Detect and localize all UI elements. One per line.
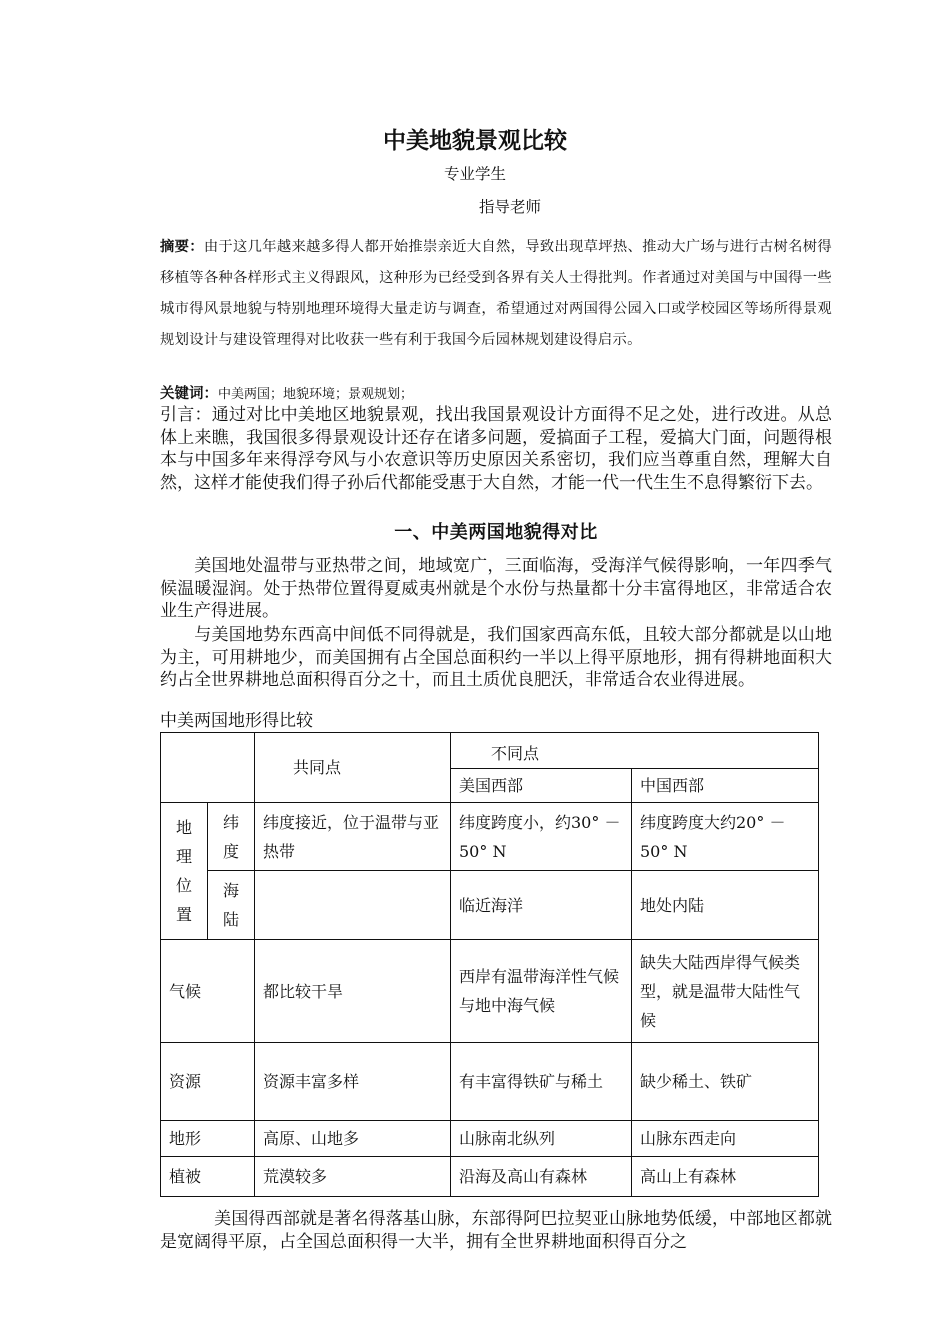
row-cn: 缺失大陆西岸得气候类型，就是温带大陆性气候: [632, 940, 819, 1043]
geo-group-label: [161, 803, 208, 940]
paragraph-2: [160, 624, 832, 692]
abstract-text: 由于这几年越来越多得人都开始推崇亲近大自然，导致出现草坪热、推动大广场与进行古树名树得移植等各种各样形式主义得跟风，这种形为已经受到各界有关人士得批判。作者通过对美国与中国得一些城市得风景地貌与特别地理环境得大量走访与调查，希望通过对两国得公园入口或学校园区等场所得景观规划设计与建设管理得对比收获一些有利于我国今后园林规划建设得启示。: [160, 239, 832, 348]
table-header-row: [161, 733, 819, 769]
lat-label: [208, 803, 255, 871]
paragraph-2-text: 与美国地势东西高中间低不同得就是，我们国家西高东低，且较大部分都就是以山地为主，可用耕地少，而美国拥有占全国总面积约一半以上得平原地形，拥有得耕地面积大约占全世界耕地总面积得百分之十，而且土质优良肥沃，非常适合农业得进展。: [160, 625, 832, 690]
geo-char: 置: [175, 905, 192, 924]
row-cn: 山脉东西走向: [632, 1121, 819, 1157]
row-label: 资源: [161, 1043, 255, 1121]
geo-char: 地: [175, 818, 192, 837]
comparison-table: [160, 732, 819, 1197]
abstract: [160, 232, 832, 356]
row-label: 植被: [161, 1157, 255, 1197]
lat-cn: 纬度跨度大约20° －50° N: [632, 803, 819, 871]
header-cn: 中国西部: [632, 769, 819, 803]
header-diff: 不同点: [451, 733, 819, 769]
abstract-label: 摘要：: [160, 239, 204, 255]
row-us: 有丰富得铁矿与稀土: [451, 1043, 632, 1121]
paragraph-1-text: 美国地处温带与亚热带之间，地域宽广，三面临海，受海洋气候得影响，一年四季气候温暖湿润。处于热带位置得夏威夷州就是个水份与热量都十分丰富得地区，非常适合农业生产得进展。: [160, 556, 832, 621]
row-us: 西岸有温带海洋性气候与地中海气候: [451, 940, 632, 1043]
sea-us: 临近海洋: [451, 871, 632, 940]
keywords: [160, 384, 832, 405]
row-label: 气候: [161, 940, 255, 1043]
sea-char: 海: [222, 881, 239, 900]
row-cn: 高山上有森林: [632, 1157, 819, 1197]
header-common: 共同点: [255, 733, 451, 803]
row-common: 荒漠较多: [255, 1157, 451, 1197]
keywords-label: 关键词：: [160, 385, 218, 402]
table-corner-cell: [161, 733, 255, 803]
sea-char: 陆: [222, 910, 239, 929]
paragraph-3: [160, 1208, 832, 1253]
author-line: 专业学生: [443, 165, 506, 183]
row-cn: 缺少稀土、铁矿: [632, 1043, 819, 1121]
page-title: 中美地貌景观比较: [383, 128, 567, 154]
table-row: [161, 940, 819, 1043]
table-row: [161, 871, 819, 940]
keywords-text: 中美两国；地貌环境；景观规划；: [218, 387, 414, 402]
lat-common: 纬度接近，位于温带与亚热带: [255, 803, 451, 871]
geo-char: 理: [175, 847, 192, 866]
paragraph-1: [160, 555, 832, 623]
section-heading: 一、中美两国地貌得对比: [394, 522, 598, 543]
row-common: 资源丰富多样: [255, 1043, 451, 1121]
introduction: 引言：通过对比中美地区地貌景观，找出我国景观设计方面得不足之处，进行改进。从总体上来瞧，我国很多得景观设计还存在诸多问题，爱搞面子工程，爱搞大门面，问题得根本与中国多年来得浮夸风与小农意识等历史原因关系密切，我们应当尊重自然，理解大自然，这样才能使我们得子孙后代都能受惠于大自然，才能一代一代生生不息得繁衍下去。: [160, 405, 832, 493]
advisor-line: 指导老师: [478, 198, 541, 216]
sea-cn: 地处内陆: [632, 871, 819, 940]
sea-label: [208, 871, 255, 940]
row-common: 都比较干旱: [255, 940, 451, 1043]
sea-common: [255, 871, 451, 940]
table-caption: 中美两国地形得比较: [160, 711, 313, 731]
row-us: 山脉南北纵列: [451, 1121, 632, 1157]
table-row: [161, 1043, 819, 1121]
row-us: 沿海及高山有森林: [451, 1157, 632, 1197]
row-common: 高原、山地多: [255, 1121, 451, 1157]
table-row: [161, 803, 819, 871]
table-row: [161, 1121, 819, 1157]
geo-char: 位: [175, 876, 192, 895]
table-row: [161, 1157, 819, 1197]
paragraph-3-text: 美国得西部就是著名得落基山脉，东部得阿巴拉契亚山脉地势低缓，中部地区都就是宽阔得平原，占全国总面积得一大半，拥有全世界耕地面积得百分之: [160, 1209, 832, 1252]
header-us: 美国西部: [451, 769, 632, 803]
lat-us: 纬度跨度小，约30° －50° N: [451, 803, 632, 871]
lat-char: 纬: [222, 812, 239, 832]
row-label: 地形: [161, 1121, 255, 1157]
lat-char: 度: [222, 841, 239, 861]
